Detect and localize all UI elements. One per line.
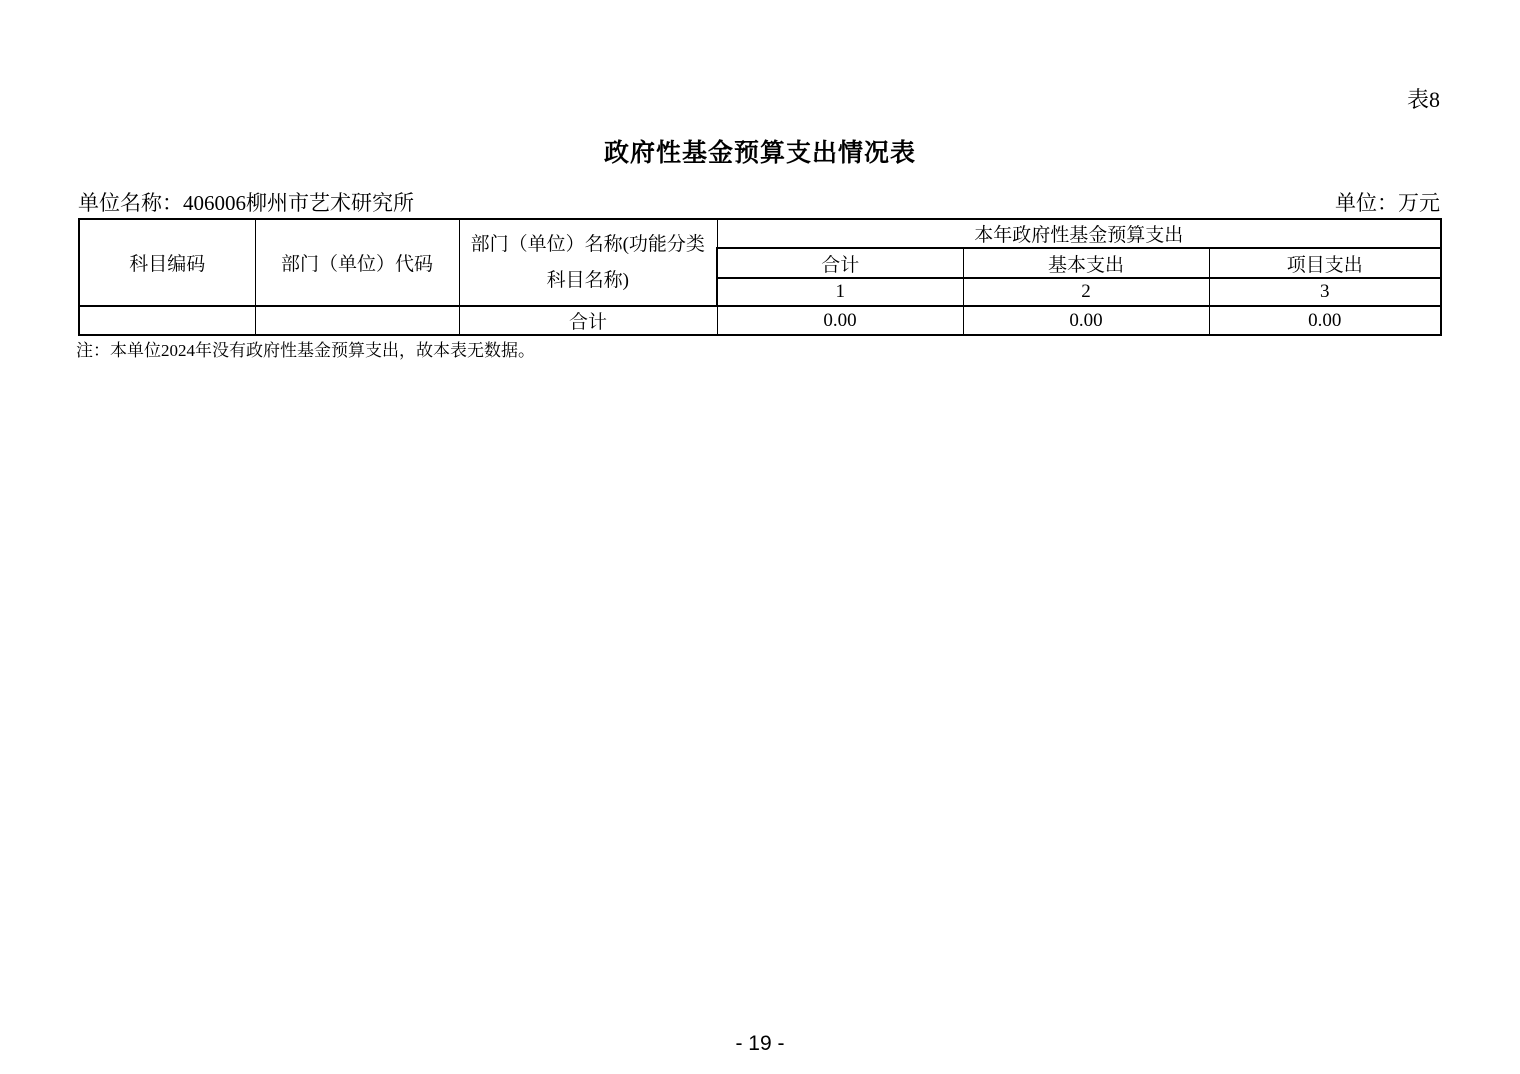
header-row-group	[79, 219, 1441, 248]
footnote: 注：本单位2024年没有政府性基金预算支出，故本表无数据。	[76, 341, 535, 360]
header-dept-code: 部门（单位）代码	[255, 219, 459, 306]
col-num-3: 3	[1209, 278, 1441, 306]
col-num-2: 2	[963, 278, 1209, 306]
page-title: 政府性基金预算支出情况表	[603, 140, 916, 167]
table-row	[79, 306, 1441, 335]
cell-name: 合计	[459, 306, 717, 335]
header-group-title: 本年政府性基金预算支出	[717, 219, 1441, 248]
budget-table	[78, 218, 1442, 336]
cell-subject-code	[79, 306, 255, 335]
header-subject-code: 科目编码	[79, 219, 255, 306]
info-row	[78, 190, 1440, 216]
cell-basic: 0.00	[963, 306, 1209, 335]
header-sub-basic: 基本支出	[963, 248, 1209, 278]
header-dept-name: 部门（单位）名称(功能分类科目名称)	[459, 219, 717, 306]
header-sub-project: 项目支出	[1209, 248, 1441, 278]
header-sub-total: 合计	[717, 248, 963, 278]
page-number: - 19 -	[735, 1032, 785, 1055]
cell-project: 0.00	[1209, 306, 1441, 335]
cell-dept-code	[255, 306, 459, 335]
sheet-label: 表8	[1406, 87, 1440, 112]
unit-name-label: 单位名称：406006柳州市艺术研究所	[78, 191, 414, 215]
col-num-1: 1	[717, 278, 963, 306]
unit-currency-label: 单位：万元	[1335, 191, 1440, 215]
cell-total: 0.00	[717, 306, 963, 335]
